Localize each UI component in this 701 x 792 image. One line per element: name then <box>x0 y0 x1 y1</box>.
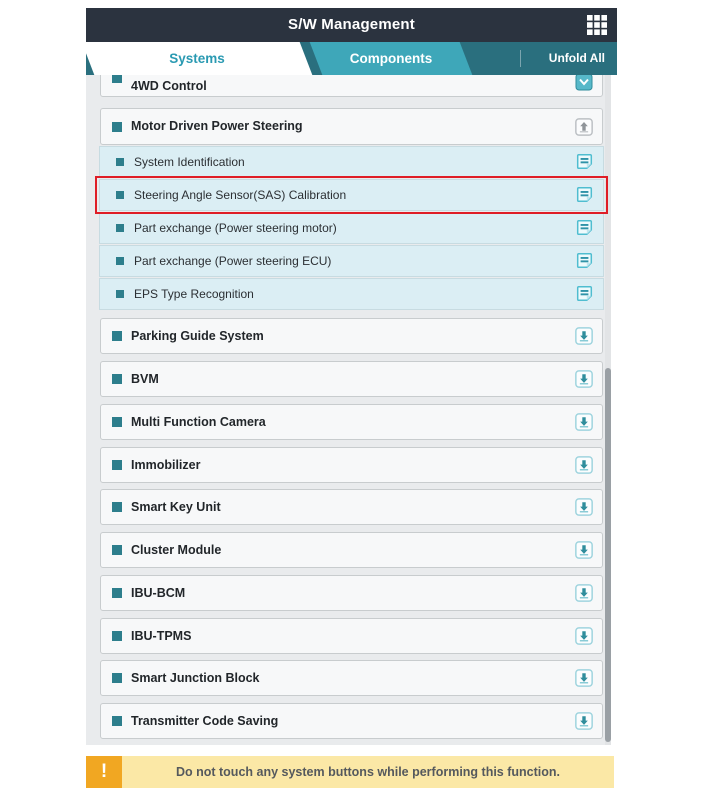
bullet-icon <box>112 502 122 512</box>
system-row-4wd-control[interactable] <box>100 75 603 97</box>
function-row-label: System Identification <box>134 155 245 169</box>
note-icon[interactable] <box>576 219 593 236</box>
note-icon[interactable] <box>576 153 593 170</box>
system-row-ibu-tpms[interactable] <box>100 618 603 654</box>
unfold-down-icon[interactable] <box>575 370 593 388</box>
system-row-smart-key-unit[interactable] <box>100 489 603 525</box>
system-row-multi-function-camera[interactable] <box>100 404 603 440</box>
bullet-icon <box>116 290 124 298</box>
bullet-icon <box>112 122 122 132</box>
fold-up-icon[interactable] <box>575 118 593 136</box>
bullet-icon <box>112 417 122 427</box>
function-row-sas-calibration[interactable] <box>99 179 604 211</box>
tab-bar <box>86 42 617 75</box>
system-row-parking-guide-system[interactable] <box>100 318 603 354</box>
function-row-label: Steering Angle Sensor(SAS) Calibration <box>134 188 347 202</box>
tab-systems[interactable] <box>86 42 312 75</box>
unfold-down-icon[interactable] <box>575 498 593 516</box>
system-list <box>86 75 611 745</box>
note-icon[interactable] <box>576 252 593 269</box>
bullet-icon <box>112 545 122 555</box>
bullet-icon <box>112 331 122 341</box>
system-row-label: IBU-TPMS <box>131 629 192 643</box>
system-row-label: Transmitter Code Saving <box>131 714 279 728</box>
system-row-label: Smart Junction Block <box>131 671 260 685</box>
bullet-icon <box>116 224 124 232</box>
unfold-down-icon[interactable] <box>575 627 593 645</box>
system-row-motor-driven-power-steering[interactable] <box>100 108 603 145</box>
system-row-label: Motor Driven Power Steering <box>131 119 303 133</box>
function-row-eps-type-recognition[interactable] <box>99 278 604 310</box>
bullet-icon <box>112 588 122 598</box>
tab-systems-label: Systems <box>169 51 225 66</box>
system-row-cluster-module[interactable] <box>100 532 603 568</box>
system-row-label: 4WD Control <box>131 79 207 93</box>
function-row-label: Part exchange (Power steering motor) <box>134 221 337 235</box>
system-row-label: Cluster Module <box>131 543 222 557</box>
bullet-icon <box>112 716 122 726</box>
unfold-down-icon[interactable] <box>575 413 593 431</box>
function-row-part-exchange-ecu[interactable] <box>99 245 604 277</box>
system-row-immobilizer[interactable] <box>100 447 603 483</box>
warning-bar <box>86 756 614 788</box>
system-row-label: Smart Key Unit <box>131 500 221 514</box>
note-icon[interactable] <box>576 186 593 203</box>
tab-components[interactable] <box>310 42 473 75</box>
unfold-down-icon[interactable] <box>575 584 593 602</box>
bullet-icon <box>116 257 124 265</box>
system-row-label: BVM <box>131 372 159 386</box>
bullet-icon <box>112 374 122 384</box>
tabbar-divider <box>520 50 521 67</box>
system-row-bvm[interactable] <box>100 361 603 397</box>
system-row-smart-junction-block[interactable] <box>100 660 603 696</box>
bullet-icon <box>112 673 122 683</box>
unfold-all-button[interactable]: Unfold All <box>548 51 605 65</box>
page-title: S/W Management <box>288 16 415 33</box>
system-row-label: Multi Function Camera <box>131 415 266 429</box>
function-row-part-exchange-motor[interactable] <box>99 212 604 244</box>
chevron-down-icon[interactable] <box>575 75 593 91</box>
sw-management-app <box>86 8 617 788</box>
note-icon[interactable] <box>576 285 593 302</box>
unfold-down-icon[interactable] <box>575 456 593 474</box>
unfold-down-icon[interactable] <box>575 669 593 687</box>
bullet-icon <box>116 158 124 166</box>
tab-components-label: Components <box>349 51 433 66</box>
unfold-down-icon[interactable] <box>575 712 593 730</box>
function-row-label: Part exchange (Power steering ECU) <box>134 254 332 268</box>
function-row-label: EPS Type Recognition <box>134 287 254 301</box>
bullet-icon <box>112 631 122 641</box>
app-grid-icon[interactable] <box>586 14 608 36</box>
system-row-label: Immobilizer <box>131 458 201 472</box>
warning-text: Do not touch any system buttons while performing this function. <box>175 765 561 779</box>
bullet-icon <box>116 191 124 199</box>
system-row-transmitter-code-saving[interactable] <box>100 703 603 739</box>
title-bar <box>86 8 617 42</box>
function-row-system-identification[interactable] <box>99 146 604 178</box>
system-row-ibu-bcm[interactable] <box>100 575 603 611</box>
unfold-down-icon[interactable] <box>575 541 593 559</box>
scrollbar-thumb[interactable] <box>605 368 611 742</box>
system-row-label: IBU-BCM <box>131 586 186 600</box>
bullet-icon <box>112 460 122 470</box>
exclamation-icon: ! <box>86 756 122 788</box>
bullet-icon <box>112 75 122 83</box>
unfold-down-icon[interactable] <box>575 327 593 345</box>
system-row-label: Parking Guide System <box>131 329 264 343</box>
